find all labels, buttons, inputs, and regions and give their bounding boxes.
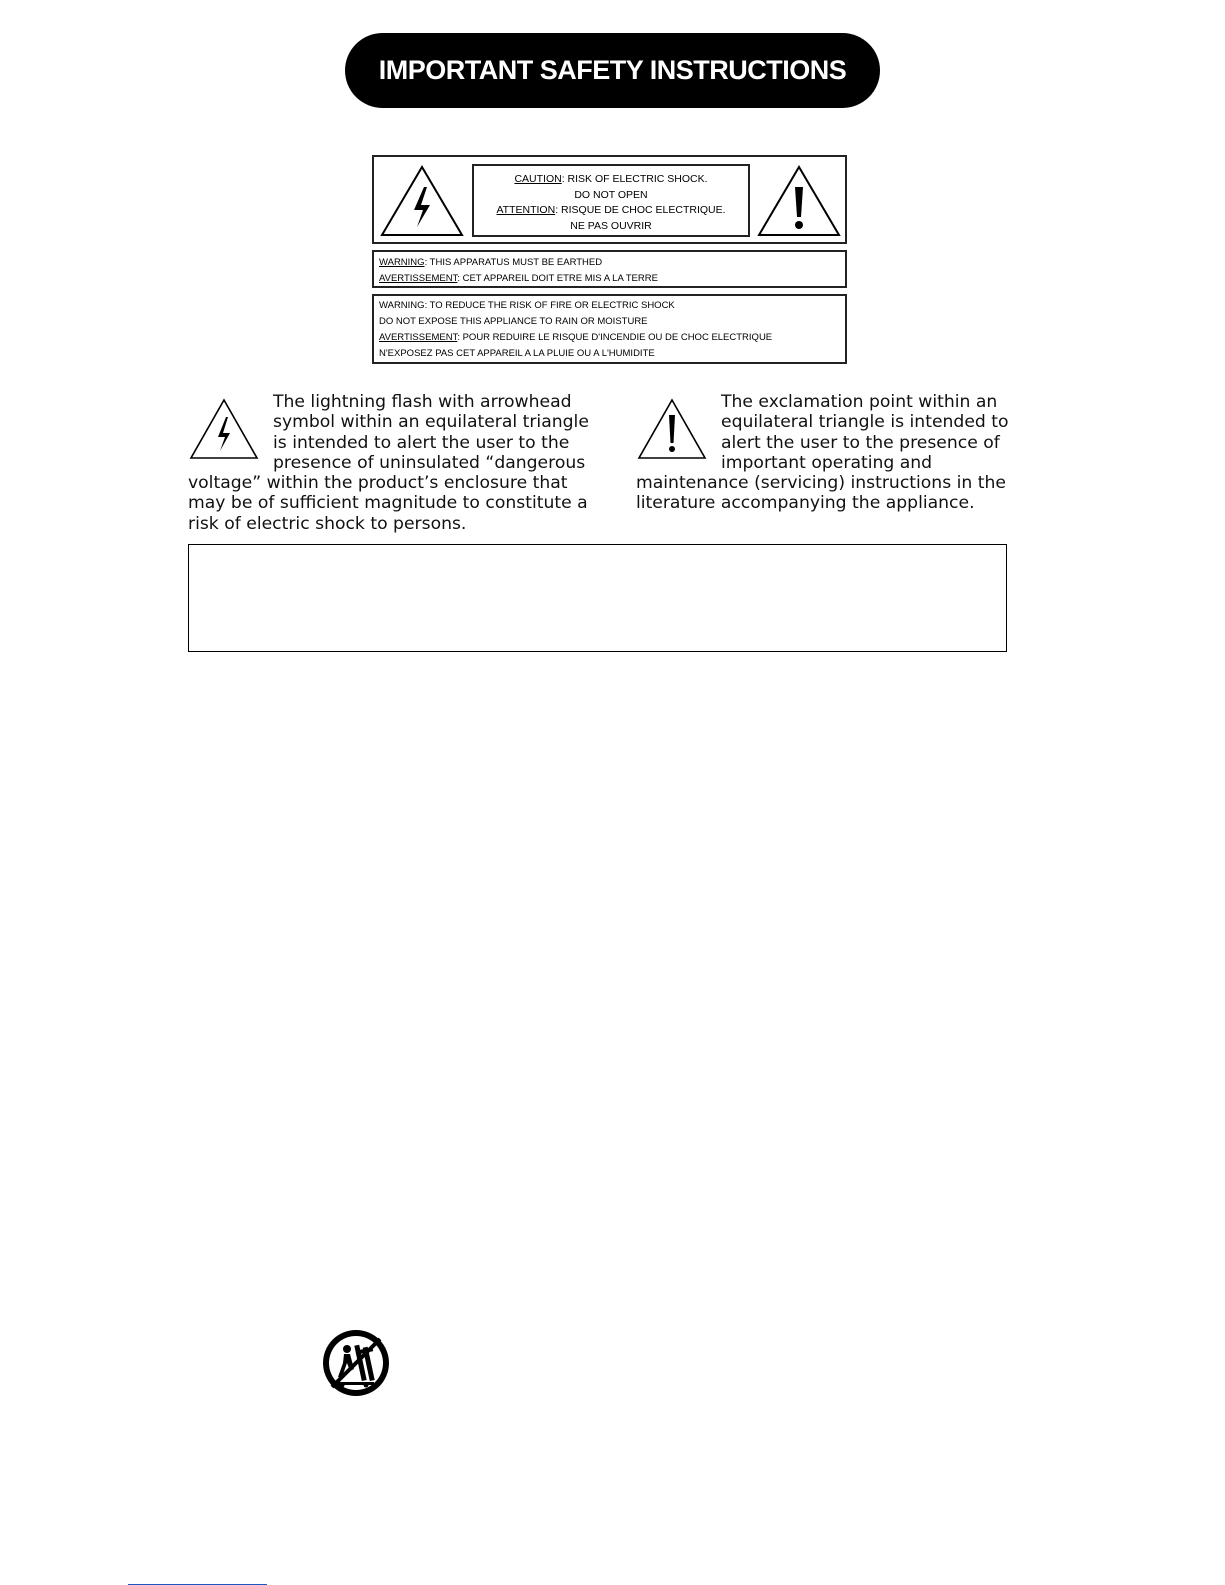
exclamation-triangle-icon — [636, 397, 708, 461]
lightning-triangle-icon — [378, 163, 466, 239]
lightning-triangle-icon — [188, 397, 260, 461]
caution-word: CAUTION — [514, 173, 562, 185]
exclamation-description-tail — [636, 473, 1006, 514]
lightning-line-1: The lightning flash with arrowhead — [273, 392, 572, 412]
lightning-line-2: symbol within an equilateral triangle — [273, 412, 589, 433]
fire-avert-word: AVERTISSEMENT — [379, 332, 458, 343]
notice-box — [188, 544, 1007, 652]
attention-word: ATTENTION — [496, 204, 556, 216]
caution-line2: DO NOT OPEN — [574, 188, 648, 201]
exclamation-description-head — [721, 392, 1009, 474]
fire-line2: DO NOT EXPOSE THIS APPLIANCE TO RAIN OR MOISTURE — [379, 316, 648, 327]
page-title-text: IMPORTANT SAFETY INSTRUCTIONS — [378, 55, 847, 85]
lightning-description-tail — [188, 473, 588, 534]
fire-warning-label — [372, 294, 847, 364]
lightning-line-5: voltage” within the product’s enclosure that — [188, 473, 568, 493]
earth-avert-text: : CET APPAREIL DOIT ETRE MIS A LA TERRE — [457, 273, 658, 284]
fire-avert-text: : POUR REDUIRE LE RISQUE D'INCENDIE OU DE CHOC ELECTRIQUE — [457, 332, 773, 343]
caution-label — [372, 155, 847, 244]
earth-warning-word: WARNING — [379, 257, 425, 268]
exclamation-line-4: important operating and — [721, 453, 933, 474]
exclamation-line-6: literature accompanying the appliance. — [636, 493, 975, 514]
lightning-line-3: is intended to alert the user to the — [273, 432, 570, 453]
lightning-line-7: risk of electric shock to persons. — [188, 513, 467, 534]
exclamation-line-3: alert the user to the presence of — [721, 432, 1000, 453]
exclamation-triangle-icon — [755, 163, 843, 239]
caution-text-box — [472, 164, 750, 237]
exclamation-line-2: equilateral triangle is intended to — [721, 412, 1009, 433]
exclamation-line-5: maintenance (servicing) instructions in the — [636, 473, 1006, 493]
lightning-line-4: presence of uninsulated “dangerous — [273, 453, 586, 474]
lightning-description-head — [273, 392, 589, 474]
fire-warning-text: : TO REDUCE THE RISK OF FIRE OR ELECTRIC SHOCK — [424, 300, 675, 311]
fire-warning-word: WARNING — [379, 300, 425, 311]
fire-line4: N'EXPOSEZ PAS CET APPAREIL A LA PLUIE OU A L'HUMIDITE — [379, 348, 655, 359]
page-title — [345, 33, 880, 108]
caution-text: : RISK OF ELECTRIC SHOCK. — [561, 173, 708, 185]
attention-text: : RISQUE DE CHOC ELECTRIQUE. — [555, 204, 726, 216]
lightning-line-6: may be of sufficient magnitude to constitute a — [188, 493, 588, 514]
earth-warning-text: : THIS APPARATUS MUST BE EARTHED — [424, 257, 603, 268]
attention-line2: NE PAS OUVRIR — [570, 219, 652, 232]
cart-tip-over-icon — [320, 1327, 392, 1399]
earth-warning-label — [372, 250, 847, 288]
exclamation-line-1: The exclamation point within an — [721, 392, 998, 412]
earth-avert-word: AVERTISSEMENT — [379, 273, 458, 284]
